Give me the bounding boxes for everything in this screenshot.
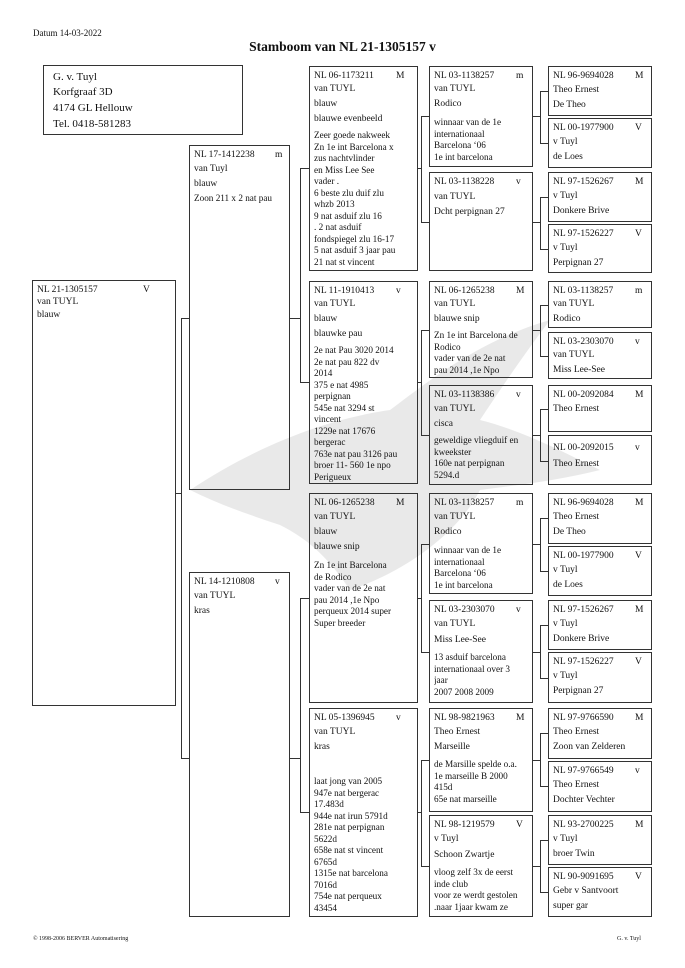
ancestor-box-g4-9 <box>548 493 652 544</box>
ancestor-ring: NL 06-1173211 <box>314 71 374 81</box>
ancestor-ring: NL 03-1138257 <box>434 71 495 81</box>
dam-sex: v <box>275 577 280 587</box>
ancestor-sex: M <box>635 390 644 400</box>
ancestor-sex: M <box>635 713 644 723</box>
ancestor-box-g4-6 <box>548 332 652 379</box>
subject-ring: NL 21-1305157 <box>37 285 98 295</box>
ancestor-sex: m <box>516 498 524 508</box>
ancestor-sex: V <box>635 657 642 667</box>
ancestor-line1: van TUYL <box>434 404 476 414</box>
ancestor-line1: Gebr v Santvoort <box>553 886 619 896</box>
ancestor-notes: 2e nat Pau 3020 2014 2e nat pau 822 dv 2014 375 e nat 4985 perpignan 545e nat 3294 st vincent 1229e nat 17676 bergerac 763e nat pau 3126 pau broer 11- 560 1e npo Perigueux <box>314 345 398 482</box>
ancestor-line2: blauw <box>314 314 338 324</box>
ancestor-line2: Donkere Brive <box>553 206 610 216</box>
ancestor-line2: Marseille <box>434 742 470 752</box>
ancestor-sex: v <box>396 286 401 296</box>
ancestor-ring: NL 00-1977900 <box>553 551 614 561</box>
ancestor-line1: van TUYL <box>434 192 476 202</box>
ancestor-line1: Theo Ernest <box>553 780 600 790</box>
ancestor-ring: NL 03-1138228 <box>434 177 495 187</box>
ancestor-line1: v Tuyl <box>434 834 459 844</box>
dam-ring: NL 14-1210808 <box>194 577 255 587</box>
ancestor-line1: van TUYL <box>314 84 356 94</box>
ancestor-ring: NL 97-9766549 <box>553 766 614 776</box>
ancestor-ring: NL 03-1138257 <box>553 286 614 296</box>
ancestor-line1: Theo Ernest <box>553 85 600 95</box>
ancestor-line2: Rodico <box>434 99 462 109</box>
ancestor-line1: van TUYL <box>314 727 356 737</box>
ancestor-sex: M <box>635 498 644 508</box>
ancestor-sex: v <box>635 337 640 347</box>
footer-copyright: © 1998-2006 BERVER Automatisering <box>33 936 129 942</box>
ancestor-sex: v <box>516 605 521 615</box>
ancestor-sex: M <box>396 71 405 81</box>
ancestor-sex: V <box>635 229 642 239</box>
ancestor-line1: v Tuyl <box>553 137 578 147</box>
owner-city: 4174 GL Hellouw <box>53 102 133 114</box>
ancestor-line1: v Tuyl <box>553 619 578 629</box>
ancestor-sex: m <box>516 71 524 81</box>
ancestor-line2: Dcht perpignan 27 <box>434 207 505 217</box>
ancestor-sex: M <box>635 177 644 187</box>
ancestor-line1: Theo Ernest <box>553 727 600 737</box>
ancestor-sex: M <box>396 498 405 508</box>
ancestor-box-g3-2 <box>429 172 533 271</box>
ancestor-ring: NL 96-9694028 <box>553 71 614 81</box>
ancestor-line3: blauwe evenbeeld <box>314 114 383 124</box>
ancestor-sex: M <box>635 71 644 81</box>
ancestor-box-g4-7 <box>548 385 652 432</box>
owner-phone: Tel. 0418-581283 <box>53 118 132 130</box>
ancestor-line2: Miss Lee-See <box>553 365 605 375</box>
ancestor-notes: Zeer goede nakweek Zn 1e int Barcelona x zus nachtvlinder en Miss Lee See vader . 6 beste zlu duif zlu whzb 2013 9 nat asduif zlu 16 . 2 nat asduif fondspiegel zlu 16-17 5 nat asduif 3 jaar pau 21 nat st vincent <box>314 130 396 267</box>
ancestor-ring: NL 06-1265238 <box>434 286 495 296</box>
ancestor-line2: broer Twin <box>553 849 595 859</box>
ancestor-line1: van TUYL <box>553 299 595 309</box>
ancestor-ring: NL 00-2092015 <box>553 443 614 453</box>
ancestor-sex: v <box>516 177 521 187</box>
ancestor-notes: vloog zelf 3x de eerst inde club voor ze werdt gestolen .naar 1jaar kwam ze <box>434 867 518 912</box>
ancestor-ring: NL 05-1396945 <box>314 713 375 723</box>
ancestor-ring: NL 97-1526227 <box>553 657 614 667</box>
ancestor-box-g4-10 <box>548 546 652 596</box>
ancestor-ring: NL 96-9694028 <box>553 498 614 508</box>
subject-line1: van TUYL <box>37 297 79 307</box>
ancestor-sex: v <box>396 713 401 723</box>
ancestor-ring: NL 03-1138257 <box>434 498 495 508</box>
ancestor-box-g3-5 <box>429 493 533 594</box>
ancestor-line1: van TUYL <box>434 299 476 309</box>
ancestor-sex: V <box>635 872 642 882</box>
ancestor-notes: Zn 1e int Barcelona de Rodico vader van de 2e nat pau 2014 ,1e Npo perqueux 2014 super Super breeder <box>314 560 392 628</box>
footer-owner: G. v. Tuyl <box>617 936 641 942</box>
ancestor-box-g4-14 <box>548 761 652 812</box>
ancestor-sex: M <box>635 605 644 615</box>
ancestor-box-g2-4 <box>309 708 418 917</box>
ancestor-line2: Rodico <box>434 527 462 537</box>
ancestor-line3: blauwe snip <box>314 542 360 552</box>
ancestor-ring: NL 11-1910413 <box>314 286 375 296</box>
ancestor-box-g3-4 <box>429 385 533 485</box>
ancestor-line1: v Tuyl <box>553 834 578 844</box>
ancestor-sex: M <box>516 713 525 723</box>
ancestor-line2: Miss Lee-See <box>434 635 486 645</box>
ancestor-box-g2-1 <box>309 66 418 271</box>
ancestor-box-g3-3 <box>429 281 533 378</box>
ancestor-line1: van TUYL <box>553 350 595 360</box>
ancestor-line2: Schoon Zwartje <box>434 850 495 860</box>
ancestor-ring: NL 97-1526227 <box>553 229 614 239</box>
ancestor-line1: van TUYL <box>434 512 476 522</box>
ancestor-box-g3-6 <box>429 600 533 703</box>
ancestor-notes: Zn 1e int Barcelona de Rodico vader van de 2e nat pau 2014 ,1e Npo <box>434 330 518 375</box>
ancestor-ring: NL 03-2303070 <box>434 605 495 615</box>
ancestor-box-g4-8 <box>548 435 652 485</box>
ancestor-notes: de Marsille spelde o.a. 1e marseille B 2000 415d 65e nat marseille <box>434 759 517 804</box>
ancestor-notes: laat jong van 2005 947e nat bergerac 17.483d 944e nat irun 5791d 281e nat perpignan 5622d 658e nat st vincent 6765d 1315e nat barcelona 7016d 754e nat perqueux 43454 <box>314 776 388 913</box>
ancestor-sex: v <box>516 390 521 400</box>
ancestor-box-g3-1 <box>429 66 533 167</box>
ancestor-line1: Theo Ernest <box>553 404 600 414</box>
ancestor-line1: van TUYL <box>434 84 476 94</box>
ancestor-line1: v Tuyl <box>553 191 578 201</box>
ancestor-line2: super gar <box>553 901 589 911</box>
ancestor-ring: NL 90-9091695 <box>553 872 614 882</box>
ancestor-line2: Zoon van Zelderen <box>553 742 626 752</box>
ancestor-box-g4-11 <box>548 600 652 650</box>
ancestor-line2: Donkere Brive <box>553 634 610 644</box>
ancestor-line2: de Loes <box>553 580 583 590</box>
ancestor-ring: NL 00-1977900 <box>553 123 614 133</box>
sire-ring: NL 17-1412238 <box>194 150 255 160</box>
ancestor-box-g2-2 <box>309 281 418 484</box>
ancestor-box-g4-15 <box>548 815 652 865</box>
ancestor-sex: m <box>635 286 643 296</box>
subject-line2: blauw <box>37 310 61 320</box>
sire-line2: blauw <box>194 179 218 189</box>
ancestor-line1: Theo Ernest <box>553 459 600 469</box>
sire-box <box>189 145 290 490</box>
ancestor-line1: v Tuyl <box>553 243 578 253</box>
ancestor-line1: v Tuyl <box>553 671 578 681</box>
ancestor-notes: winnaar van de 1e internationaal Barcelona ‘06 1e int barcelona <box>434 545 502 590</box>
page-title: Stamboom van NL 21-1305157 v <box>249 39 436 54</box>
ancestor-notes: 13 asduif barcelona internationaal over 3 jaar 2007 2008 2009 <box>434 652 511 697</box>
ancestor-line1: Theo Ernest <box>553 512 600 522</box>
ancestor-line2: blauw <box>314 99 338 109</box>
ancestor-sex: M <box>635 820 644 830</box>
ancestor-sex: M <box>516 286 525 296</box>
ancestor-box-g3-7 <box>429 708 533 812</box>
subject-sex: V <box>143 285 150 295</box>
owner-name: G. v. Tuyl <box>53 71 97 83</box>
ancestor-ring: NL 98-1219579 <box>434 820 495 830</box>
ancestor-sex: v <box>635 443 640 453</box>
ancestor-line3: blauwke pau <box>314 329 363 339</box>
ancestor-line1: van TUYL <box>314 512 356 522</box>
ancestor-box-g4-3 <box>548 172 652 222</box>
ancestor-sex: V <box>635 551 642 561</box>
dam-box <box>189 572 290 917</box>
dam-line1: van TUYL <box>194 591 236 601</box>
ancestor-line2: De Theo <box>553 100 586 110</box>
owner-street: Korfgraaf 3D <box>53 86 113 98</box>
ancestor-line2: blauw <box>314 527 338 537</box>
ancestor-line2: de Loes <box>553 152 583 162</box>
ancestor-ring: NL 98-9821963 <box>434 713 495 723</box>
ancestor-line2: blauwe snip <box>434 314 480 324</box>
ancestor-box-g4-5 <box>548 281 652 328</box>
ancestor-ring: NL 03-2303070 <box>553 337 614 347</box>
ancestor-line2: cisca <box>434 419 453 429</box>
ancestor-line1: van TUYL <box>434 619 476 629</box>
ancestor-ring: NL 06-1265238 <box>314 498 375 508</box>
ancestor-line2: De Theo <box>553 527 586 537</box>
ancestor-ring: NL 97-1526267 <box>553 605 614 615</box>
ancestor-ring: NL 93-2700225 <box>553 820 614 830</box>
print-date: Datum 14-03-2022 <box>33 28 102 38</box>
dam-line2: kras <box>194 606 210 616</box>
ancestor-ring: NL 97-1526267 <box>553 177 614 187</box>
ancestor-line2: Rodico <box>553 314 581 324</box>
ancestor-line2: kras <box>314 742 330 752</box>
ancestor-box-g4-2 <box>548 118 652 168</box>
ancestor-line2: Dochter Vechter <box>553 795 615 805</box>
ancestor-notes: geweldige vliegduif en kweekster 160e nat perpignan 5294.d <box>434 435 519 480</box>
ancestor-box-g4-13 <box>548 708 652 759</box>
sire-notes: Zoon 211 x 2 nat pau <box>194 193 272 203</box>
ancestor-line2: Perpignan 27 <box>553 258 604 268</box>
ancestor-ring: NL 00-2092084 <box>553 390 614 400</box>
subject-box <box>32 280 176 706</box>
ancestor-sex: V <box>635 123 642 133</box>
ancestor-line1: van TUYL <box>314 299 356 309</box>
sire-sex: m <box>275 150 283 160</box>
ancestor-box-g4-12 <box>548 652 652 703</box>
ancestor-box-g2-3 <box>309 493 418 703</box>
ancestor-sex: V <box>516 820 523 830</box>
ancestor-box-g4-4 <box>548 224 652 273</box>
ancestor-box-g3-8 <box>429 815 533 917</box>
ancestor-notes: winnaar van de 1e internationaal Barcelona ‘06 1e int barcelona <box>434 117 502 162</box>
ancestor-box-g4-1 <box>548 66 652 116</box>
sire-line1: van Tuyl <box>194 164 228 174</box>
ancestor-ring: NL 97-9766590 <box>553 713 614 723</box>
ancestor-line2: Perpignan 27 <box>553 686 604 696</box>
owner-box <box>43 65 243 135</box>
ancestor-ring: NL 03-1138386 <box>434 390 495 400</box>
ancestor-sex: v <box>635 766 640 776</box>
ancestor-box-g4-16 <box>548 867 652 917</box>
ancestor-line1: Theo Ernest <box>434 727 481 737</box>
ancestor-line1: v Tuyl <box>553 565 578 575</box>
